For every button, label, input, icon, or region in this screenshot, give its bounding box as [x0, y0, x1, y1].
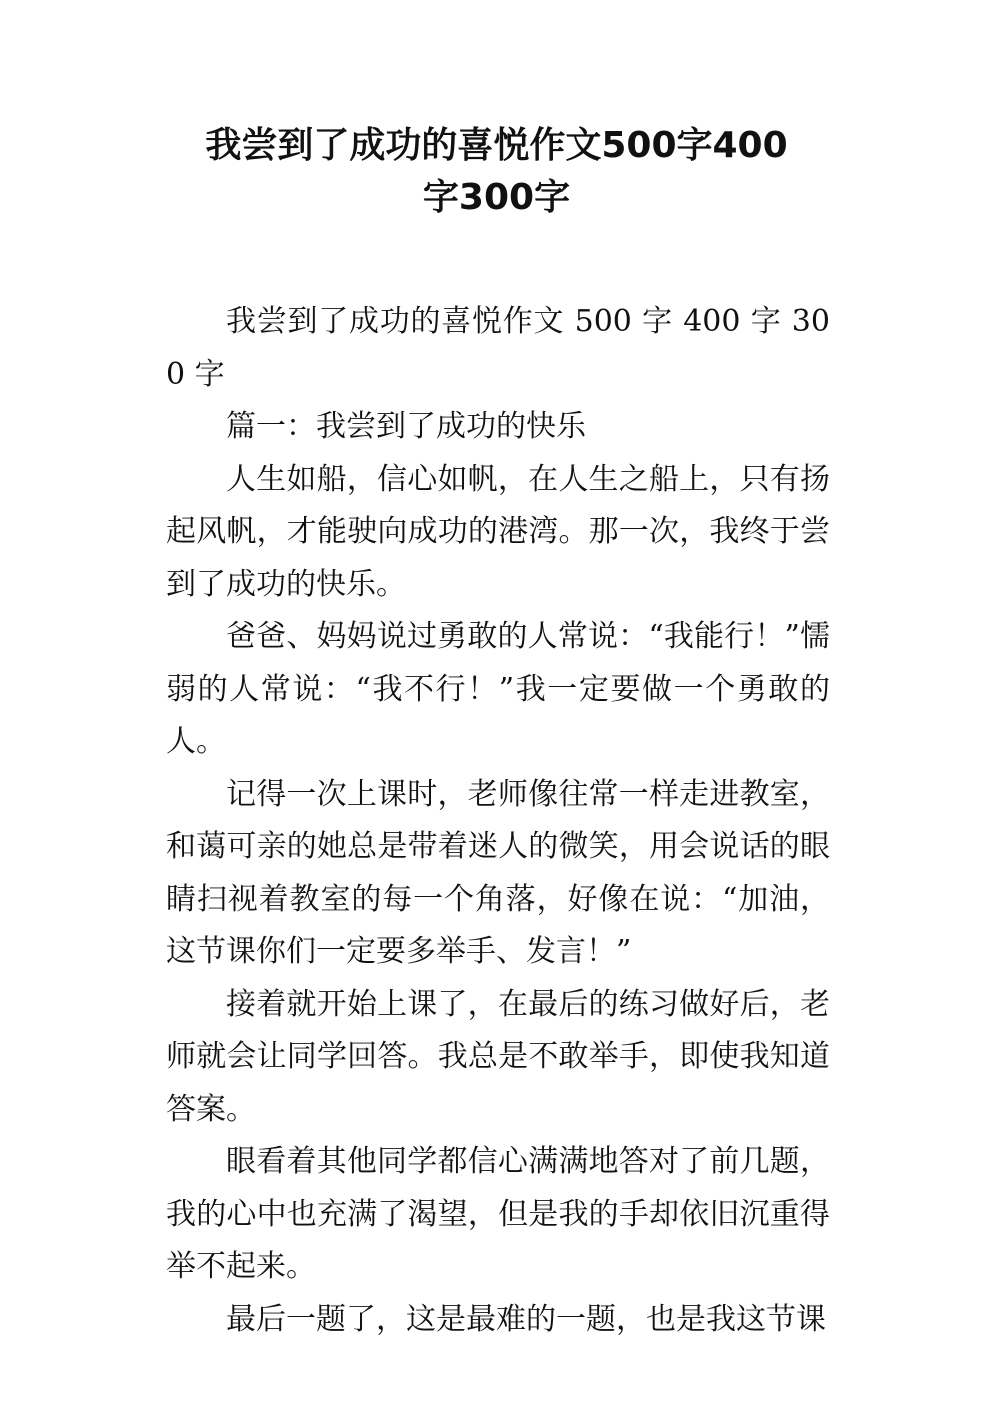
document-title — [120, 120, 873, 224]
section-heading: 篇一：我尝到了成功的快乐 — [226, 409, 586, 444]
body-paragraph: 最后一题了，这是最难的一题，也是我这节课 — [226, 1301, 826, 1337]
body-paragraph: 眼看着其他同学都信心满满地答对了前几题，我的心中也充满了渴望，但是我的手却依旧沉重得举不起来。 — [166, 1144, 830, 1284]
body-paragraph: 人生如船，信心如帆，在人生之船上，只有扬起风帆，才能驶向成功的港湾。那一次，我终于尝到了成功的快乐。 — [166, 461, 830, 602]
body-paragraph: 爸爸、妈妈说过勇敢的人常说：“我能行！”懦弱的人常说：“我不行！”我一定要做一个勇敢的人。 — [166, 619, 830, 759]
title-line-1: 我尝到了成功的喜悦作文500字400 — [205, 125, 788, 166]
body-paragraph: 接着就开始上课了，在最后的练习做好后，老师就会让同学回答。我总是不敢举手，即使我知道答案。 — [166, 986, 830, 1127]
subtitle-paragraph: 我尝到了成功的喜悦作文 500 字 400 字 300 字 — [166, 304, 830, 392]
body-paragraph: 记得一次上课时，老师像往常一样走进教室，和蔼可亲的她总是带着迷人的微笑，用会说话的眼睛扫视着教室的每一个角落，好像在说：“加油，这节课你们一定要多举手、发言！” — [166, 776, 830, 969]
title-line-2: 字300字 — [422, 177, 571, 218]
document-body — [166, 296, 830, 1346]
